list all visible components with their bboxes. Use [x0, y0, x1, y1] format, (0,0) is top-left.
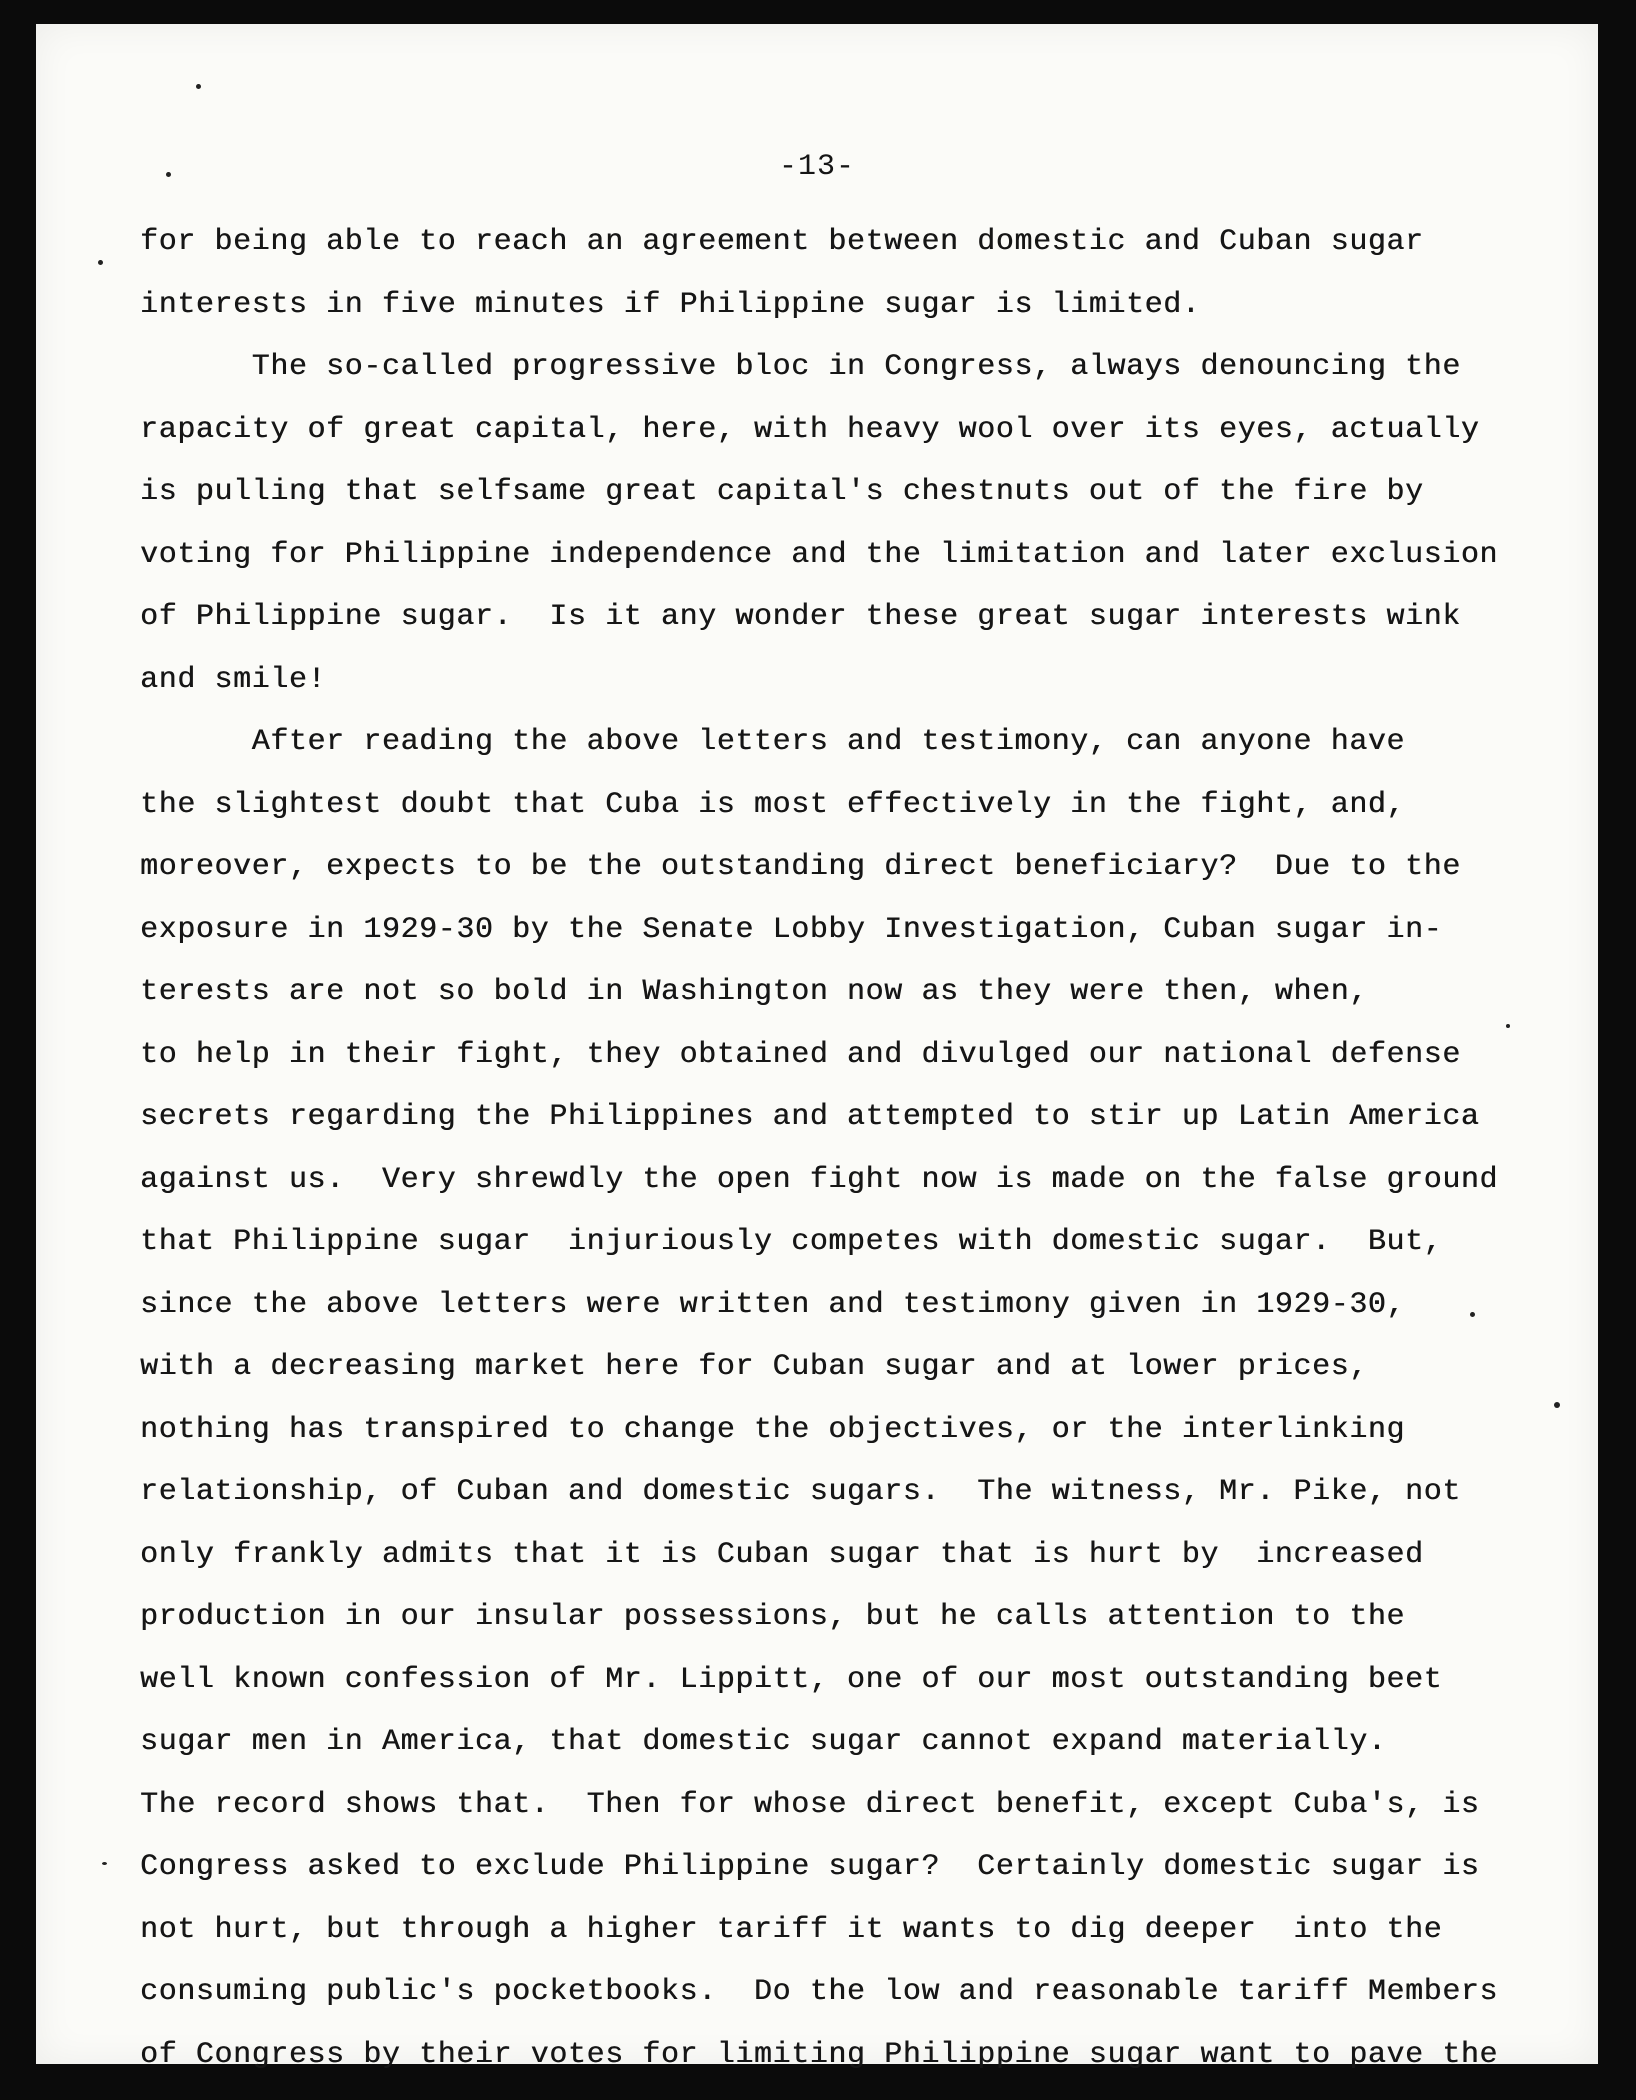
text-line: well known confession of Mr. Lippitt, one of our most outstanding beet [140, 1662, 1443, 1697]
text-line: nothing has transpired to change the objectives, or the interlinking [140, 1412, 1405, 1447]
text-line: only frankly admits that it is Cuban sugar that is hurt by increased [140, 1537, 1424, 1572]
scan-speck [1506, 1024, 1510, 1028]
text-line: Congress asked to exclude Philippine sugar? Certainly domestic sugar is [140, 1850, 1480, 1884]
scan-speck [102, 1862, 107, 1865]
text-line: for being able to reach an agreement between domestic and Cuban sugar [140, 225, 1424, 259]
text-line: After reading the above letters and testimony, can anyone have [140, 725, 1405, 759]
text-line: secrets regarding the Philippines and attempted to stir up Latin America [140, 1100, 1480, 1134]
page-number: -13- [778, 150, 855, 184]
page-body-text [140, 211, 1560, 2086]
scan-speck [1470, 1312, 1475, 1317]
typewritten-page [36, 24, 1598, 2072]
text-line: that Philippine sugar injuriously competes with domestic sugar. But, [140, 1225, 1443, 1259]
text-line: the slightest doubt that Cuba is most effectively in the fight, and, [140, 787, 1405, 822]
text-line: since the above letters were written and testimony given in 1929-30, [140, 1287, 1405, 1322]
text-line: of Philippine sugar. Is it any wonder these great sugar interests wink [140, 600, 1461, 634]
text-line: rapacity of great capital, here, with heavy wool over its eyes, actually [140, 412, 1480, 447]
scan-speck [196, 84, 201, 89]
text-line: not hurt, but through a higher tariff it wants to dig deeper into the [140, 1912, 1443, 1947]
text-line: with a decreasing market here for Cuban sugar and at lower prices, [140, 1350, 1368, 1384]
text-line: to help in their fight, they obtained and divulged our national defense [140, 1037, 1461, 1072]
text-line: of Congress by their votes for limiting Philippine sugar want to pave the [140, 2037, 1499, 2072]
text-line: consuming public's pocketbooks. Do the low and reasonable tariff Members [140, 1975, 1499, 2009]
text-line: The record shows that. Then for whose direct benefit, except Cuba's, is [140, 1787, 1480, 1822]
scan-speck [1554, 1402, 1560, 1408]
text-line: relationship, of Cuban and domestic sugars. The witness, Mr. Pike, not [140, 1475, 1461, 1509]
text-line: production in our insular possessions, but he calls attention to the [140, 1600, 1405, 1634]
text-line: moreover, expects to be the outstanding direct beneficiary? Due to the [140, 850, 1461, 884]
text-line: The so-called progressive bloc in Congress, always denouncing the [140, 350, 1461, 384]
text-line: sugar men in America, that domestic sugar cannot expand materially. [140, 1725, 1387, 1759]
text-line: exposure in 1929-30 by the Senate Lobby Investigation, Cuban sugar in- [140, 912, 1443, 947]
text-line: terests are not so bold in Washington now as they were then, when, [140, 975, 1368, 1009]
text-line: and smile! [140, 662, 327, 697]
scan-speck [98, 260, 103, 265]
text-line: voting for Philippine independence and the limitation and later exclusion [140, 537, 1499, 572]
text-line: against us. Very shrewdly the open fight now is made on the false ground [140, 1162, 1499, 1197]
text-line: interests in five minutes if Philippine sugar is limited. [140, 287, 1201, 322]
scan-speck [166, 172, 171, 177]
text-line: is pulling that selfsame great capital's chestnuts out of the fire by [140, 475, 1424, 509]
